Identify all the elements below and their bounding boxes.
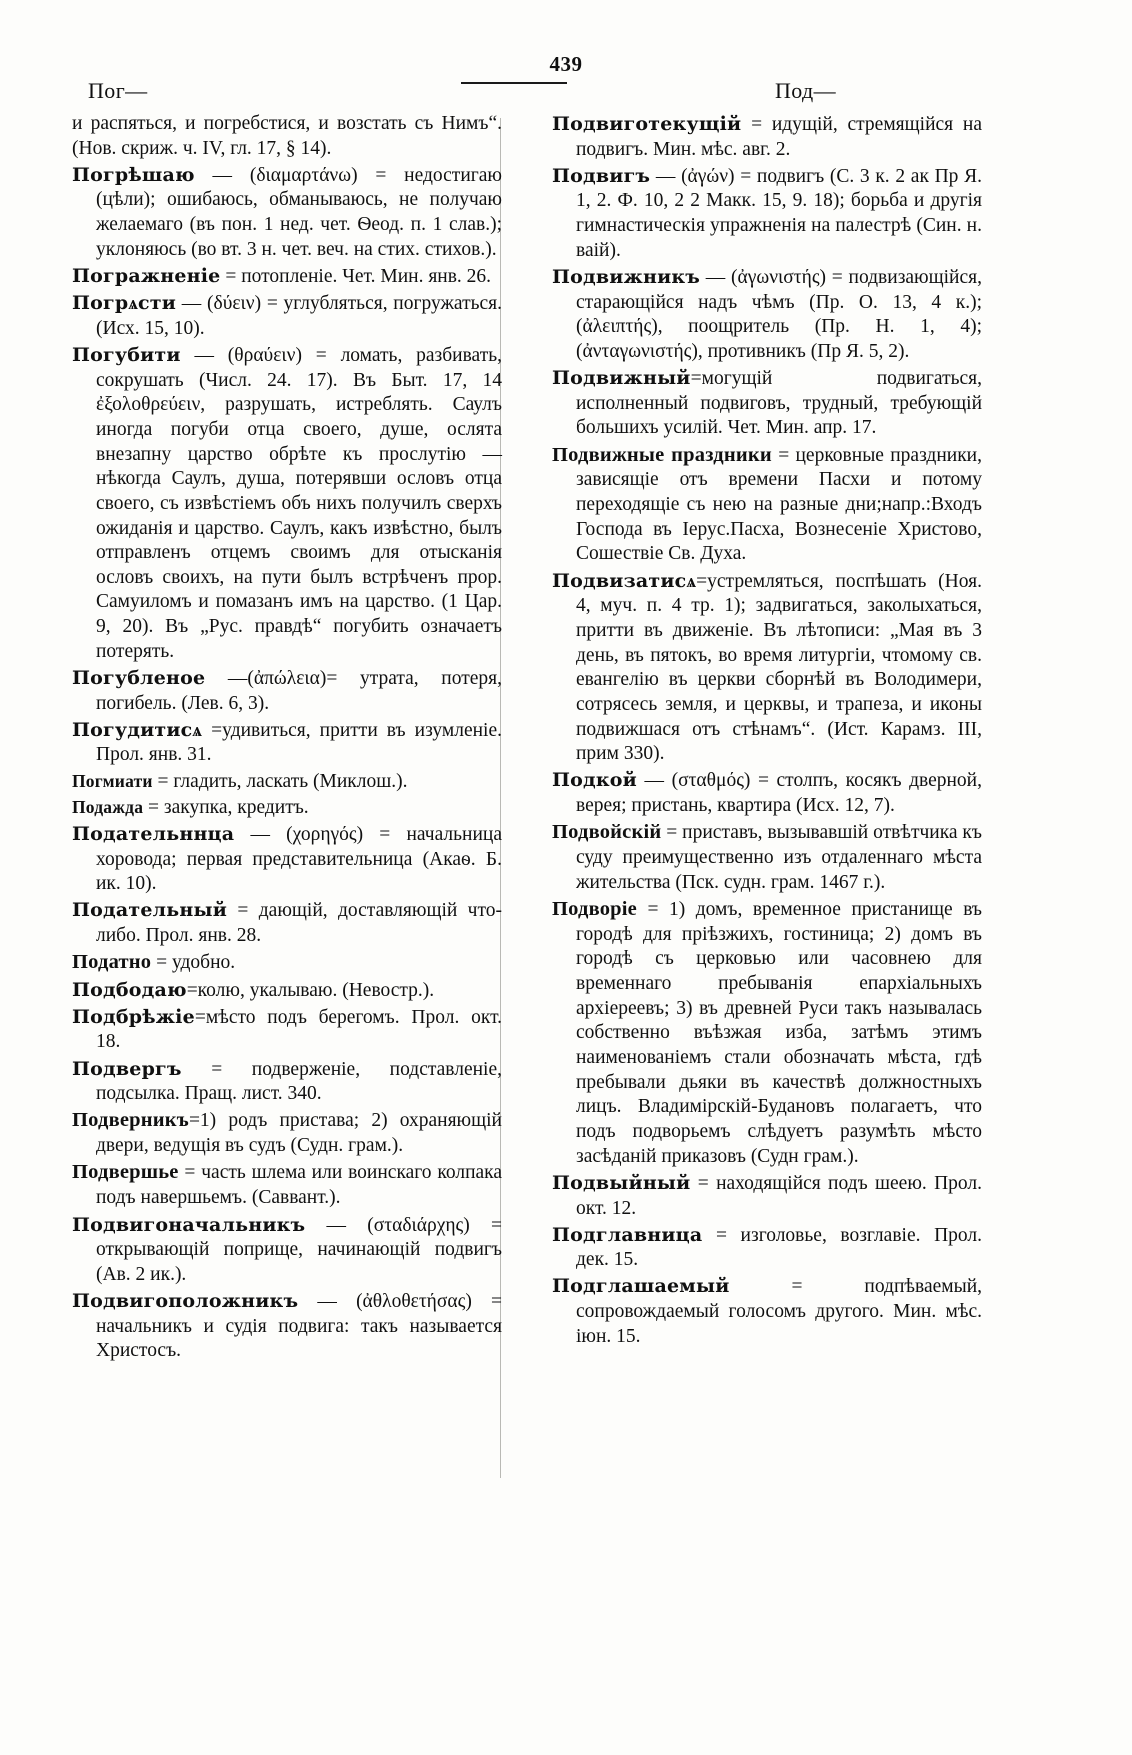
entry-text: =колю, укалываю. (Невостр.). (186, 979, 435, 1001)
page-number: 439 (549, 52, 583, 76)
headword: Погмиати (72, 770, 153, 791)
headword: Подворіе (552, 897, 637, 920)
entry-text: =мѣсто подъ берегомъ. Прол. окт. 18. (96, 1006, 502, 1053)
headword: Подвизатисѧ (552, 569, 697, 592)
headword: Погрѣшаю (72, 163, 195, 186)
entry-text: = находящійся подъ шеею. Прол. окт. 12. (576, 1172, 982, 1219)
entry-text: =1) родъ пристава; 2) охраняющій двери, ведущія въ судъ (Судн. грам.). (96, 1110, 502, 1157)
entry-text: — (χορηγός) = начальница хоровода; первая представительница (Акаѳ. Б. ик. 10). (96, 823, 502, 895)
entry-podglavnitsa (552, 1223, 982, 1273)
headword: Погражненіе (72, 264, 221, 287)
entry-text: — (σταδιάρχης) = открывающій поприще, начинающій подвигъ (Ав. 2 ик.). (96, 1214, 502, 1285)
entry-text: = идущій, стремящійся на подвигъ. Мин. мѣс. авг. 2. (576, 114, 982, 160)
entry-text: = подверженіе, подставленіе, подсылка. Пращ. лист. 340. (96, 1058, 502, 1105)
headword: Податно (72, 951, 152, 974)
entry-text: — (ἀθλοθετήσας) = начальникъ и судія подвига: такъ называется Христосъ. (96, 1290, 502, 1362)
headword: Подверникъ (72, 1109, 189, 1132)
headword: Подвойскій (552, 821, 662, 844)
entry-podvigonachalnik (72, 1213, 502, 1288)
running-head-right: Под— (775, 78, 837, 103)
entry-podatelnitsa (72, 822, 502, 897)
entry-podatno (72, 950, 502, 976)
headword: Погудитисѧ (72, 718, 203, 741)
entry-podvizhny (552, 366, 982, 441)
headword: Подвыйный (552, 1171, 691, 1194)
entry-podvershye (72, 1160, 502, 1211)
headword: Подвергъ (72, 1057, 182, 1080)
text-columns (60, 112, 1072, 1365)
entry-pogreshayu (72, 163, 502, 263)
entry-podvernik (72, 1108, 502, 1159)
headword: Подажда (72, 796, 144, 817)
entry-podvyyny (552, 1171, 982, 1221)
entry-podglashaemy (552, 1274, 982, 1349)
column-left (60, 112, 514, 1365)
headword: Подвигъ (552, 164, 651, 187)
headword: Подвижный (552, 367, 691, 390)
entry-text: = потопленіе. Чет. Мин. янв. 26. (220, 265, 492, 287)
entry-podbrezhiye (72, 1005, 502, 1055)
entry-text: = гладить, ласкать (Миклош.). (152, 770, 408, 792)
entry-pograzneniye (72, 264, 502, 290)
headword: Подвижникъ (552, 265, 701, 288)
headword: Подглавница (552, 1223, 703, 1246)
entry-text: = дающій, доставляющій что-либо. Прол. янв. 28. (96, 900, 502, 946)
entry-podvigopolozhnik (72, 1289, 502, 1364)
entry-pograsti (72, 291, 502, 341)
entry-podvoriye (552, 897, 982, 1169)
entry-podvoyskiy (552, 820, 982, 895)
entry-text: — (ἀγωνιστής) = подвизающійся, старающійся надъ чѣмъ (Пр. О. 13, 4 к.); (ἀλειπτής), поощритель (Пр. Н. 1, 4); (ἀνταγωνιστής), противникъ (Пр Я. 5, 2). (576, 266, 982, 362)
entry-podatelny (72, 898, 502, 948)
entry-podvizatisya (552, 569, 982, 767)
entry-text: = 1) домъ, временное пристанище въ городѣ для прiѣзжихъ, гостиница; 2) домъ въ городѣ съ церковью или часовнею для временнаго пребыванія епархіальныхъ архіереевъ; 3) въ древней Руси такъ называлась собственно въѣзжая изба, затѣмъ этимъ наименованіемъ стали обозначать мѣста, гдѣ пребывали дьяки въ качествѣ должностныхъ лицъ. Владимірскій-Будановъ полагаетъ, что подъ подворьемъ слѣдуетъ разумѣть мѣсто засѣданій приказовъ (Судн грам.). (576, 898, 982, 1167)
running-head-left: Пог— (88, 78, 148, 103)
headword: Подвершье (72, 1161, 179, 1184)
headword: Подкой (552, 769, 637, 792)
entry-podkoy (552, 768, 982, 818)
headword: Подвиготекущій (552, 113, 742, 135)
entry-text: — (θραύειν) = ломать, разбивать, сокрушать (Числ. 24. 17). Въ Быт. 17, 14 ἐξολοθρεύειν, разрушать, истреблять. Саулъ иногда погуби отца своего, душе, ослята внезапну царство обрѣте къ прослутію — нѣкогда Саулъ, душа, потерявши ословъ отца своего, съ извѣстіемъ объ нихъ получилъ сверхъ ожиданія и царство. Саулъ, какъ извѣстно, былъ отправленъ отцемъ своимъ для отысканія ословъ своихъ, на пути былъ встрѣченъ прор. Самуиломъ и помазанъ имъ на царство. (1 Цар. 9, 20). Въ „Рус. правдѣ“ погубить означаетъ потерять. (96, 344, 502, 662)
entry-poguditisya (72, 718, 502, 768)
entry-text: — (σταθμός) = столпъ, косякъ дверной, верея; пристань, квартира (Исх. 12, 7). (576, 770, 982, 816)
entry-text: — (δύειν) = углубляться, погружаться. (Исх. 15, 10). (96, 293, 502, 339)
entry-podverg (72, 1057, 502, 1107)
headword: Подбодаю (72, 978, 187, 1001)
entry-text: = закупка, кредитъ. (143, 796, 309, 818)
entry-pogmiati (72, 770, 502, 795)
entry-podbodayu (72, 978, 502, 1004)
entry-text: —(ἀπώλεια)= утрата, потеря, погибель. (Лев. 6, 3). (96, 667, 502, 714)
entry-text: = изголовье, возглавіе. Прол. дек. 15. (576, 1224, 982, 1271)
header-rule (461, 82, 567, 84)
entry-text: — (ἀγών) = подвигъ (С. 3 к. 2 ак Пр Я. 1, 2. Ф. 10, 2 2 Макк. 15, 9. 18); борьба и другія гимнастическія упражненія на палестрѣ (Син. н. ваій). (576, 165, 982, 261)
entry-text: =могущій подвигаться, исполненный подвиговъ, трудный, требующій большихъ усилій. Чет. Мин. апр. 17. (576, 368, 982, 439)
entry-podvigotekushchiy (552, 112, 982, 162)
entry-podazhda (72, 796, 502, 821)
entry-text: =устремляться, поспѣшать (Ноя. 4, муч. п. 4 тр. 1); задвигаться, заколыхаться, притти въ движеніе. Въ лѣтописи: „Мая въ 3 день, въ пятокъ, во время литургіи, чтомому св. евангелію въ церкви сборнѣй въ Володимери, сотрясесь земля, и церквы, и трапеза, и иконы подвижшася отъ стѣнамъ“. (Ист. Карамз. III, прим 330). (576, 570, 982, 765)
entry-podvig (552, 164, 982, 264)
entry-text: = церковные праздники, зависящіе отъ времени Пасхи и потому переходящіе съ нею на разные дни;напр.:Входъ Господа въ Іерус.Пасха, Вознесеніе Христово, Сошествіе Св. Духа. (576, 444, 982, 565)
headword: Подбрѣжіе (72, 1005, 195, 1028)
headword: Подвигоположникъ (72, 1289, 299, 1312)
headword: Подательннца (72, 822, 235, 845)
entry-text: = подпѣваемый, сопровождаемый голосомъ другого. Мин. мѣс. іюн. 15. (576, 1276, 982, 1347)
entry-text: и распяться, и погребстися, и возстать съ Нимъ“. (Нов. скриж. ч. IV, гл. 17, § 14). (72, 113, 502, 159)
headword: Погубленое (72, 666, 206, 689)
entry-text: — (διαμαρτάνω) = недостигаю (цѣли); ошибаюсь, обманываюсь, не получаю желаемаго (въ пон. 1 нед. чет. Ѳеод. п. 1 слав.); уклоняюсь (во вт. 3 н. чет. веч. на стих. стихов.). (96, 164, 502, 260)
entry-continuation-top (72, 112, 502, 161)
entry-pogublenoye (72, 666, 502, 716)
headword: Подательный (72, 899, 227, 922)
entry-text: = удобно. (151, 952, 236, 974)
entry-podvizhnik (552, 265, 982, 365)
entry-text: =удивиться, притти въ изумленіе. Прол. янв. 31. (96, 719, 502, 766)
column-right (540, 112, 994, 1365)
entry-text: = приставъ, вызывавшій отвѣтчика къ суду преимущественно изъ отдаленнаго мѣста жительства (Пск. судн. грам. 1467 г.). (576, 822, 982, 893)
entry-text: = часть шлема или воинскаго колпака подъ навершьемъ. (Саввант.). (96, 1162, 502, 1209)
headword: Подглашаемый (552, 1275, 730, 1298)
entry-podvizhnye-prazdniki (552, 443, 982, 568)
headword: Погрѧсти (72, 292, 177, 315)
headword: Подвижные праздники (552, 443, 772, 466)
headword: Погубити (72, 343, 181, 366)
entry-pogubiti (72, 343, 502, 665)
headword: Подвигоначальникъ (72, 1213, 306, 1236)
